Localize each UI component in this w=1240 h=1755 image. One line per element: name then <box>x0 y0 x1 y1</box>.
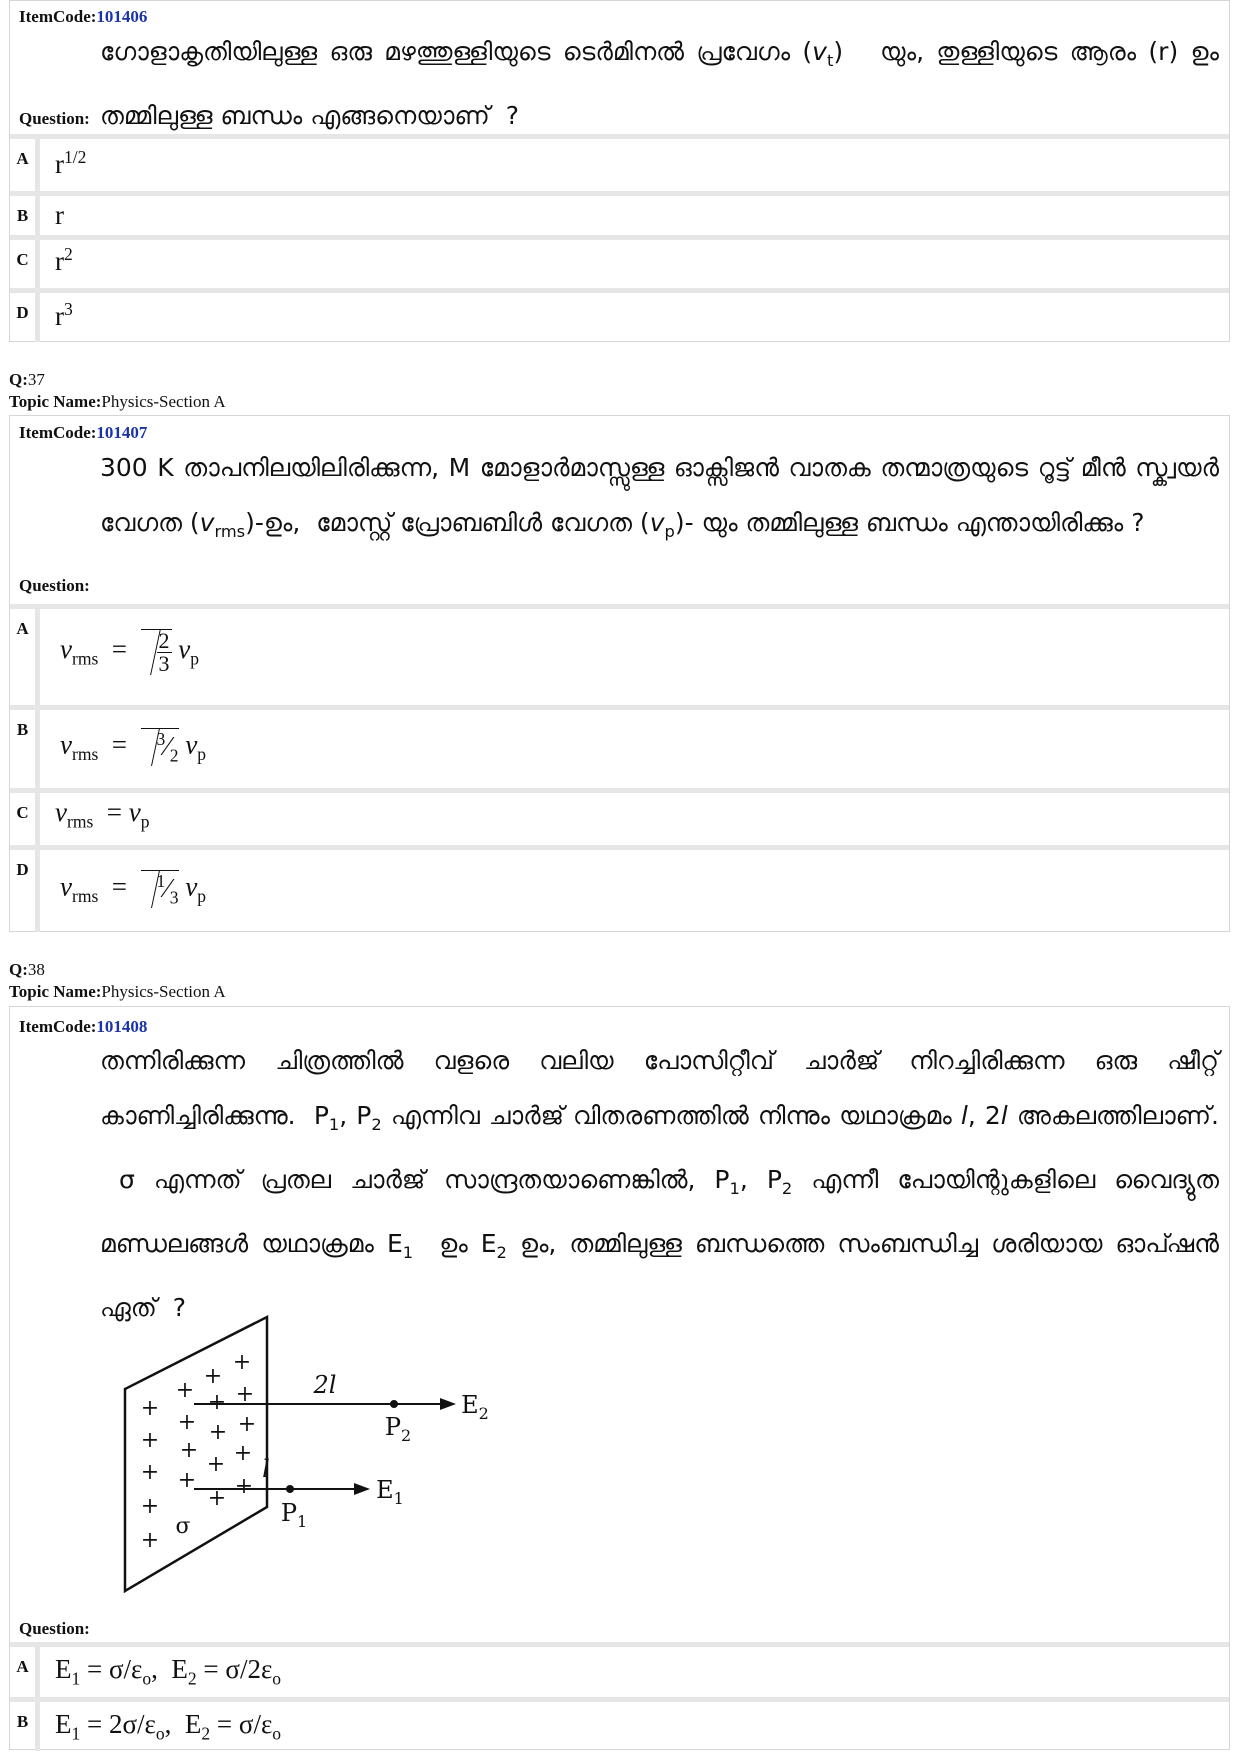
option-a[interactable] <box>10 1642 1229 1697</box>
question-label: Question: <box>19 109 90 128</box>
question-text: 300 K താപനിലയിലിരിക്കുന്ന, M മോളാർമാസ്സുള്ള ഓക്സിജൻ വാതക തന്മാത്രയുടെ റൂട്ട് മീൻ സ്ക്വയർ വേഗത $(v_{rms})-ഉം$, മോസ്റ്റ് പ്രോബബിൾ വേഗത $(v_p)-$ യും തമ്മിലുള്ള ബന്ധം എന്തായിരിക്കും ? <box>100 453 1219 541</box>
label-2l: 2l <box>313 1371 337 1399</box>
point-p1 <box>286 1485 294 1493</box>
label-e1: $E_1$ <box>376 1476 404 1508</box>
option-b[interactable] <box>10 1697 1229 1751</box>
svg-text:+: + <box>140 1396 160 1421</box>
option-value: $E_1 = 2\sigma/\varepsilon_o$, $E_2 = \sigma/\varepsilon_o$ <box>55 1709 282 1744</box>
itemcode-value: 101408 <box>96 1017 148 1036</box>
label-e2: $E_2$ <box>461 1391 489 1423</box>
svg-text:+: + <box>177 1410 197 1435</box>
option-a[interactable] <box>10 134 1229 191</box>
option-d[interactable] <box>10 288 1229 342</box>
question-number <box>9 960 45 980</box>
option-value: $v_{rms}$ = $^3⁄_2$ $v_p$ <box>60 729 207 766</box>
question-block-37 <box>9 415 1230 932</box>
option-value: $r^3$ <box>55 299 73 331</box>
label-p1: $P_1$ <box>280 1499 308 1531</box>
option-value: $v_{rms}$ = $^1⁄_3$ $v_p$ <box>60 871 207 908</box>
option-letter: B <box>10 196 40 235</box>
itemcode-label: ItemCode: <box>19 7 97 26</box>
q-number: 37 <box>27 370 45 389</box>
svg-text:+: + <box>207 1486 227 1511</box>
option-letter: D <box>10 850 40 932</box>
svg-text:+: + <box>232 1350 252 1375</box>
svg-text:+: + <box>237 1412 257 1437</box>
arrow-e1 <box>354 1483 370 1495</box>
topic-label: Topic Name: <box>9 392 102 411</box>
q-label: Q: <box>9 370 28 389</box>
svg-text:+: + <box>140 1460 160 1485</box>
charged-sheet-diagram <box>110 1307 530 1597</box>
svg-text:+: + <box>177 1468 197 1493</box>
label-l: l <box>262 1455 270 1483</box>
itemcode-label: ItemCode: <box>19 1017 97 1036</box>
svg-text:+: + <box>140 1528 160 1553</box>
option-a[interactable] <box>10 604 1229 705</box>
itemcode-value: 101407 <box>96 423 148 442</box>
option-value: $r^{1/2}$ <box>55 147 87 179</box>
option-letter: D <box>10 293 40 342</box>
option-c[interactable] <box>10 788 1229 845</box>
question-number <box>9 370 45 390</box>
q-number: 38 <box>27 960 45 979</box>
topic-value: Physics-Section A <box>101 392 226 411</box>
svg-text:+: + <box>206 1452 226 1477</box>
topic-name <box>9 982 226 1002</box>
svg-text:+: + <box>140 1494 160 1519</box>
question-text: ഗോളാകൃതിയിലുള്ള ഒരു മഴത്തുള്ളിയുടെ ടെർമിനൽ പ്രവേഗം $(v_t)$ യും, തുള്ളിയുടെ ആരം (r) ഉം തമ്മിലുള്ള ബന്ധം എങ്ങനെയാണ് ? <box>100 37 1219 130</box>
svg-text:+: + <box>233 1441 253 1466</box>
question-label: Question: <box>19 576 90 595</box>
sigma-label: σ <box>175 1514 191 1539</box>
option-letter: A <box>10 1647 40 1697</box>
option-value: r <box>55 200 64 230</box>
option-d[interactable] <box>10 845 1229 932</box>
option-letter: C <box>10 240 40 288</box>
itemcode-label: ItemCode: <box>19 423 97 442</box>
point-p2 <box>390 1400 398 1408</box>
svg-text:+: + <box>235 1382 255 1407</box>
svg-text:+: + <box>203 1364 223 1389</box>
option-b[interactable] <box>10 191 1229 235</box>
topic-name <box>9 392 226 412</box>
option-value: $v_{rms} = v_p$ <box>55 797 150 832</box>
svg-text:+: + <box>175 1378 195 1403</box>
option-letter: B <box>10 1702 40 1751</box>
option-letter: B <box>10 710 40 788</box>
option-letter: A <box>10 609 40 705</box>
svg-text:+: + <box>207 1390 227 1415</box>
option-letter: C <box>10 793 40 845</box>
topic-value: Physics-Section A <box>101 982 226 1001</box>
svg-text:+: + <box>179 1438 199 1463</box>
arrow-e2 <box>440 1398 456 1410</box>
option-c[interactable] <box>10 235 1229 288</box>
q-label: Q: <box>9 960 28 979</box>
itemcode-value: 101406 <box>96 7 148 26</box>
label-p2: $P_2$ <box>384 1413 412 1445</box>
option-value: $r^2$ <box>55 244 73 276</box>
topic-label: Topic Name: <box>9 982 102 1001</box>
option-value: $v_{rms}$ = $\frac{2}{3}$ $v_p$ <box>60 628 200 676</box>
question-label: Question: <box>19 1619 90 1638</box>
question-text: തന്നിരിക്കുന്ന ചിത്രത്തിൽ വളരെ വലിയ പോസിറ്റീവ് ചാർജ് നിറച്ചിരിക്കുന്ന ഒരു ഷീറ്റ് കാണിച്ചിരിക്കുന്നു. $P_1$, $P_2$ എന്നിവ ചാർജ് വിതരണത്തിൽ നിന്നും യഥാക്രമം l, 2l അകലത്തിലാണ്. σ എന്നത് പ്രതല ചാർജ് സാന്ദ്രതയാണെങ്കിൽ, $P_1$, $P_2$ എന്നീ പോയിന്റുകളിലെ വൈദ്യുത മണ്ഡലങ്ങൾ യഥാക്രമം $E_1$ ഉം $E_2$ ഉം, തമ്മിലുള്ള ബന്ധത്തെ സംബന്ധിച്ച ശരിയായ ഓപ്ഷൻ ഏത് ? <box>100 1046 1219 1322</box>
svg-text:+: + <box>140 1428 160 1453</box>
question-block-38 <box>9 1006 1230 1750</box>
option-value: $E_1 = \sigma/\varepsilon_o$, $E_2 = \sigma/2\varepsilon_o$ <box>55 1654 282 1689</box>
option-b[interactable] <box>10 705 1229 788</box>
option-letter: A <box>10 139 40 191</box>
svg-text:+: + <box>234 1474 254 1499</box>
svg-text:+: + <box>208 1420 228 1445</box>
question-block-36 <box>9 0 1230 342</box>
